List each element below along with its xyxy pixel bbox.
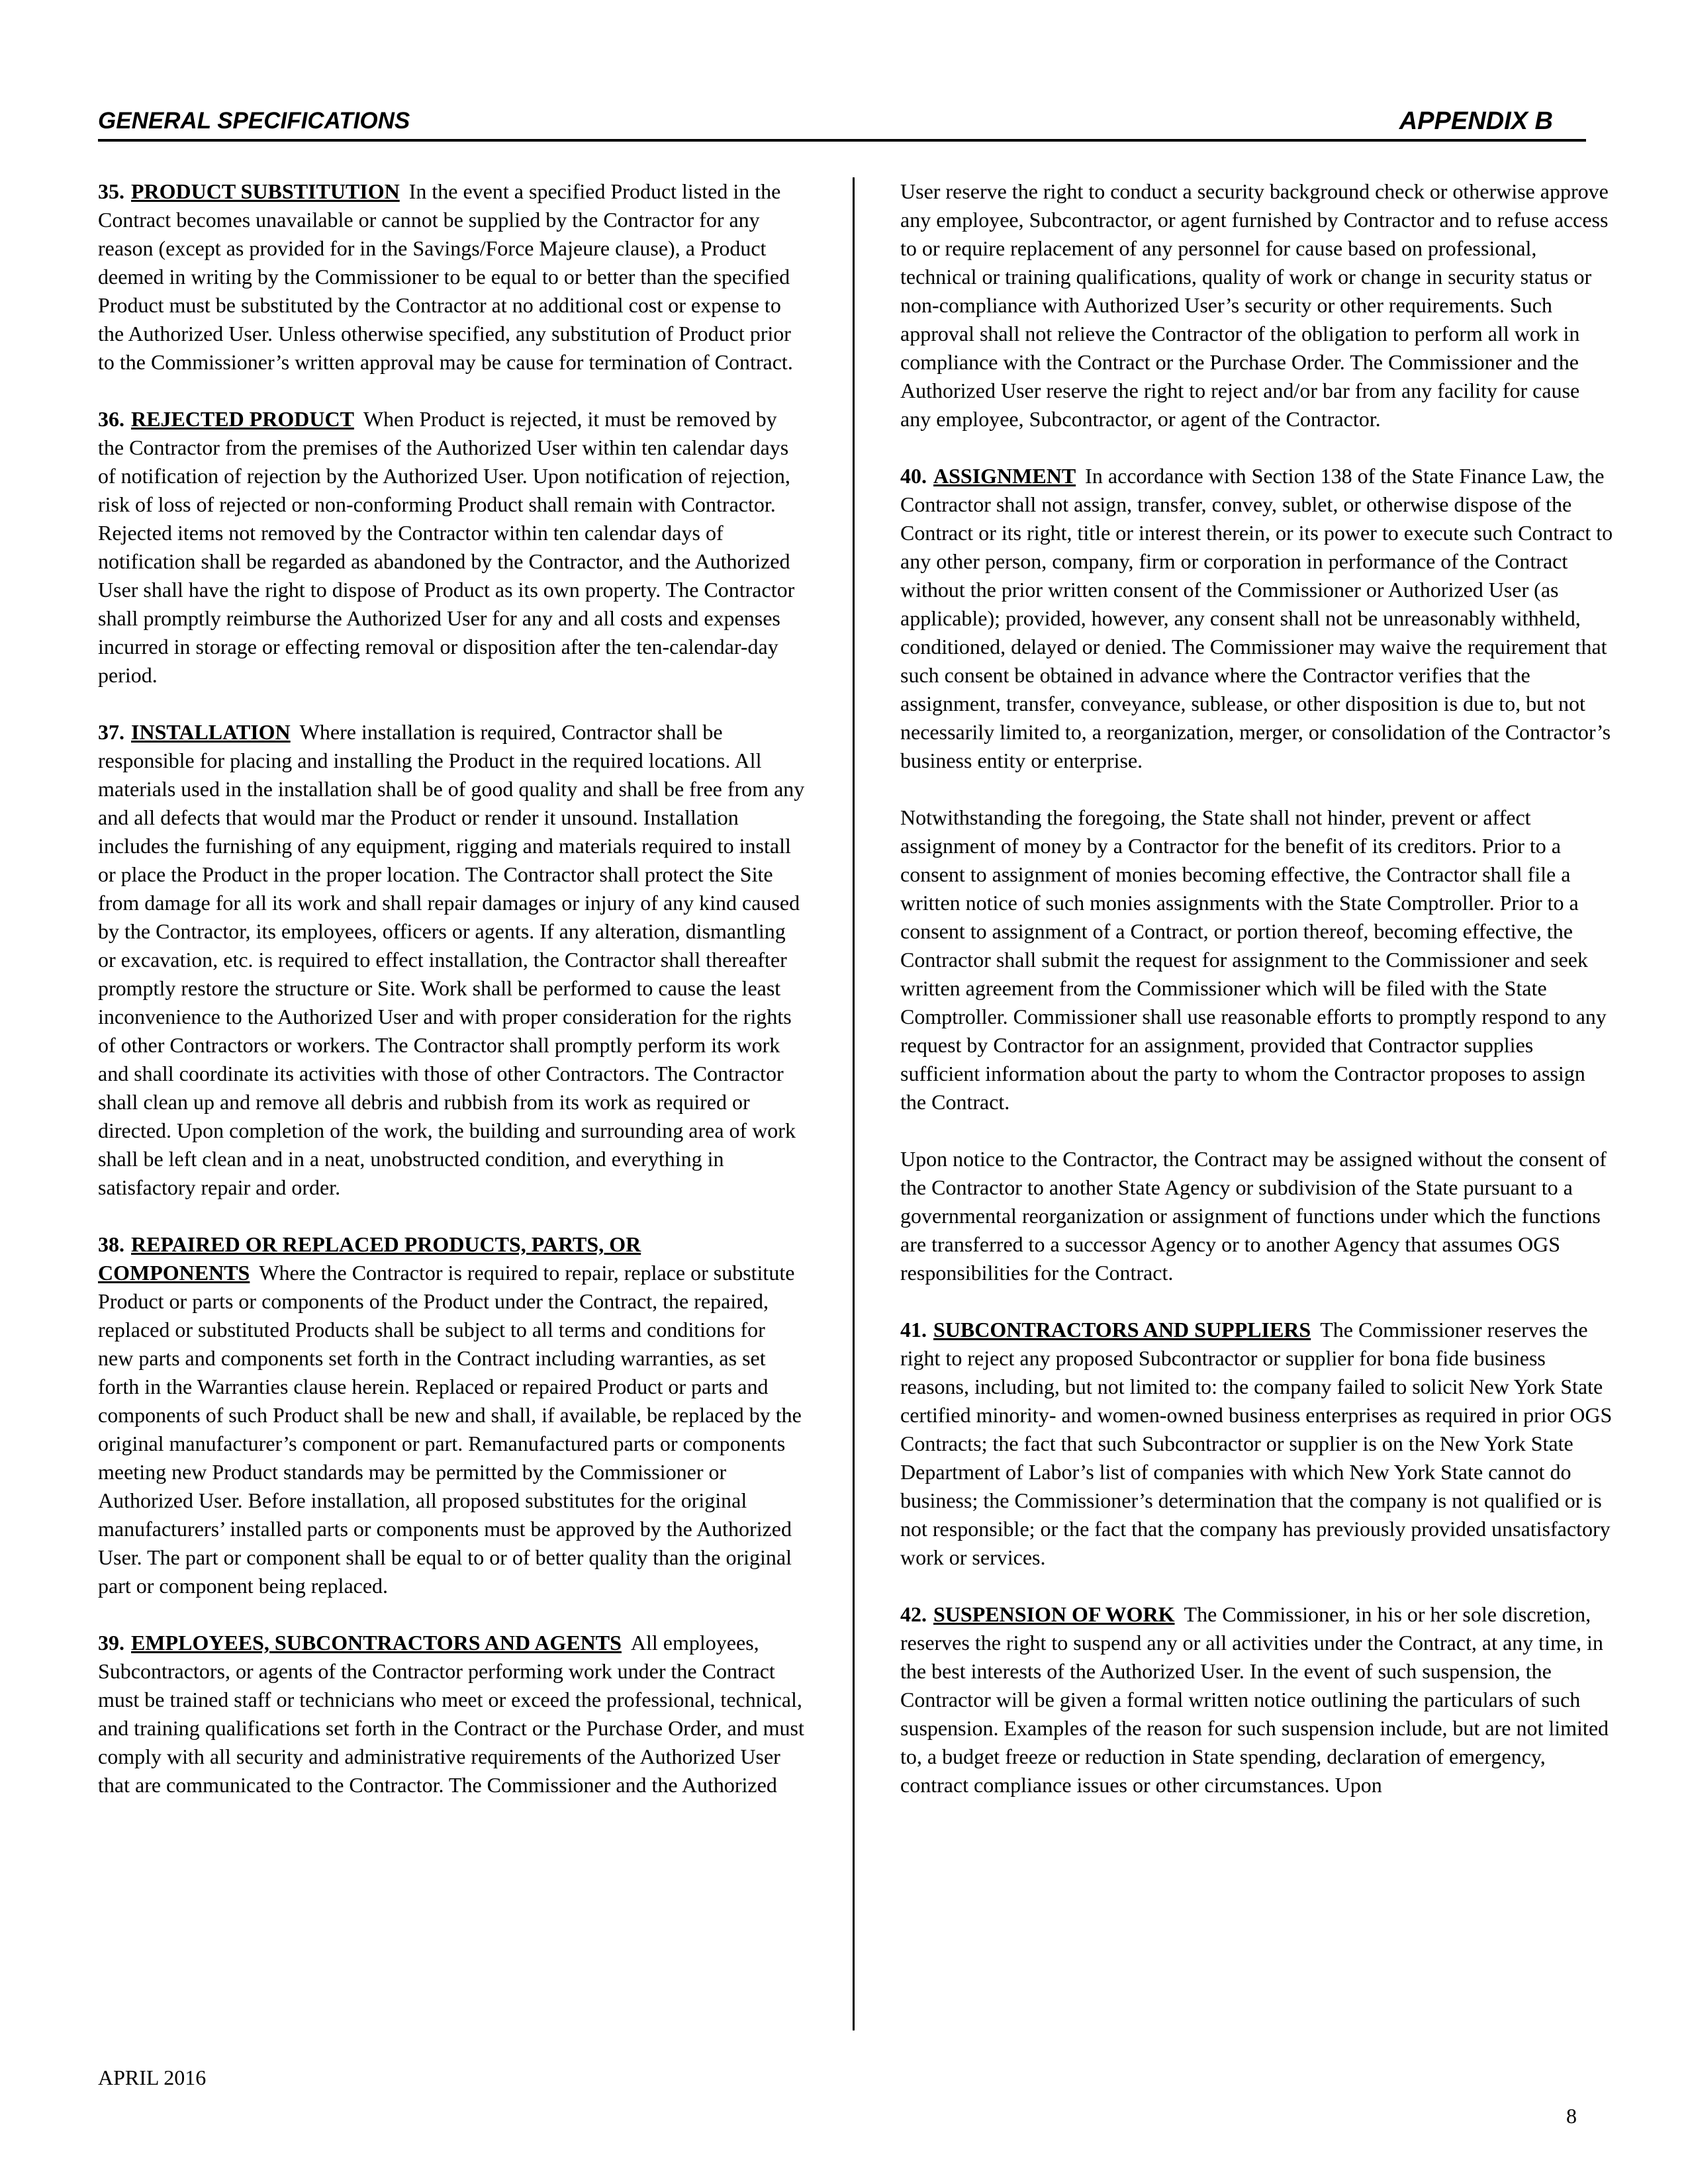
footer-date: APRIL 2016	[98, 2066, 207, 2089]
section-40-paragraph-2	[900, 803, 1615, 1116]
right-column	[900, 177, 1615, 1828]
section-40	[900, 462, 1615, 775]
page-header	[98, 105, 1586, 138]
section-title: INSTALLATION	[131, 720, 291, 744]
section-number: 41.	[900, 1318, 927, 1342]
section-number: 36.	[98, 407, 124, 431]
section-title: REJECTED PRODUCT	[131, 407, 354, 431]
section-39-continued	[900, 177, 1615, 433]
section-36	[98, 405, 805, 690]
section-text: Where the Contractor is required to repair, replace or substitute Product or parts or components of the Product under the Contract, the repaired, replaced or substituted Products shall be subject to all terms and conditions for new parts and components set forth in the Contract including warranties, as set forth in the Warranties clause herein. Replaced or repaired Product or parts and components of such Product shall be new and shall, if available, be replaced by the original manufacturer’s component or part. Remanufactured parts or components meeting new Product standards may be permitted by the Commissioner or Authorized User. Before installation, all proposed substitutes for the original manufacturers’ installed parts or components must be approved by the Authorized User. The part or component shall be equal to or of better quality than the original part or component being replaced.	[98, 1261, 802, 1598]
section-title: ASSIGNMENT	[933, 464, 1076, 488]
section-37	[98, 718, 805, 1202]
header-rule	[98, 139, 1586, 142]
section-text: Where installation is required, Contractor shall be responsible for placing and installing the Product in the required locations. All materials used in the installation shall be of good quality and shall be free from any and all defects that would mar the Product or render it unsound. Installation includes the furnishing of any equipment, rigging and materials required to install or place the Product in the proper location. The Contractor shall protect the Site from damage for all its work and shall repair damages or injury of any kind caused by the Contractor, its employees, officers or agents. If any alteration, dismantling or excavation, etc. is required to effect installation, the Contractor shall thereafter promptly restore the structure or Site. Work shall be performed to cause the least inconvenience to the Authorized User and with proper consideration for the rights of other Contractors or workers. The Contractor shall promptly perform its work and shall coordinate its activities with those of other Contractors. The Contractor shall clean up and remove all debris and rubbish from its work as required or directed. Upon completion of the work, the building and surrounding area of work shall be left clean and in a neat, unobstructed condition, and everything in satisfactory repair and order.	[98, 720, 805, 1199]
section-number: 37.	[98, 720, 124, 744]
left-column	[98, 177, 805, 1828]
section-text: Upon notice to the Contractor, the Contract may be assigned without the consent of the Contractor to another State Agency or subdivision of the State pursuant to a governmental reorganization or assignment of functions under which the functions are transferred to a successor Agency or to another Agency that assumes OGS responsibilities for the Contract.	[900, 1147, 1607, 1285]
header-title: GENERAL SPECIFICATIONS	[98, 108, 410, 134]
section-text: The Commissioner, in his or her sole discretion, reserves the right to suspend any or all activities under the Contract, at any time, in the best interests of the Authorized User. In the event of such suspension, the Contractor will be given a formal written notice outlining the particulars of such suspension. Examples of the reason for such suspension include, but are not limited to, a budget freeze or reduction in State spending, declaration of emergency, contract compliance issues or other circumstances. Upon	[900, 1602, 1609, 1797]
section-35	[98, 177, 805, 377]
section-41	[900, 1316, 1615, 1572]
section-number: 39.	[98, 1631, 124, 1655]
section-38	[98, 1230, 805, 1600]
section-number: 35.	[98, 179, 124, 203]
section-39	[98, 1629, 805, 1799]
section-text: In accordance with Section 138 of the State Finance Law, the Contractor shall not assign, transfer, convey, sublet, or otherwise dispose of the Contract or its right, title or interest therein, or its power to execute such Contract to any other person, company, firm or corporation in performance of the Contract without the prior written consent of the Commissioner or Authorized User (as applicable); provided, however, any consent shall not be unreasonably withheld, conditioned, delayed or denied. The Commissioner may waive the requirement that such consent be obtained in advance where the Contractor verifies that the assignment, transfer, conveyance, sublease, or other disposition is due to, but not necessarily limited to, a reorganization, merger, or consolidation of the Contractor’s business entity or enterprise.	[900, 464, 1613, 772]
section-title: EMPLOYEES, SUBCONTRACTORS AND AGENTS	[131, 1631, 622, 1655]
section-title: SUSPENSION OF WORK	[933, 1602, 1175, 1626]
section-number: 42.	[900, 1602, 927, 1626]
section-number: 38.	[98, 1232, 124, 1256]
column-divider	[853, 177, 855, 2030]
section-number: 40.	[900, 464, 927, 488]
section-42	[900, 1600, 1615, 1799]
header-appendix: APPENDIX B	[1399, 107, 1553, 135]
page-number: 8	[1566, 2104, 1577, 2128]
section-title: SUBCONTRACTORS AND SUPPLIERS	[933, 1318, 1311, 1342]
section-40-paragraph-3	[900, 1145, 1615, 1287]
section-text: The Commissioner reserves the right to reject any proposed Subcontractor or supplier for bona fide business reasons, including, but not limited to: the company failed to solicit New York State certified minority- and women-owned business enterprises as required in prior OGS Contracts; the fact that such Subcontractor or supplier is on the New York State Department of Labor’s list of companies with which New York State cannot do business; the Commissioner’s determination that the company is not qualified or is not responsible; or the fact that the company has previously provided unsatisfactory work or services.	[900, 1318, 1613, 1569]
section-title: REPAIRED OR REPLACED PRODUCTS, PARTS, OR COMPONENTS	[98, 1232, 641, 1285]
section-title: PRODUCT SUBSTITUTION	[131, 179, 400, 203]
section-text: User reserve the right to conduct a security background check or otherwise approve any employee, Subcontractor, or agent furnished by Contractor and to refuse access to or require replacement of any personnel for cause based on professional, technical or training qualifications, quality of work or change in security status or non-compliance with Authorized User’s security or other requirements. Such approval shall not relieve the Contractor of the obligation to perform all work in compliance with the Contract or the Purchase Order. The Commissioner and the Authorized User reserve the right to reject and/or bar from any facility for cause any employee, Subcontractor, or agent of the Contractor.	[900, 179, 1609, 431]
section-text: Notwithstanding the foregoing, the State shall not hinder, prevent or affect assignment of money by a Contractor for the benefit of its creditors. Prior to a consent to assignment of monies becoming effective, the Contractor shall file a written notice of such monies assignments with the State Comptroller. Prior to a consent to assignment of a Contract, or portion thereof, becoming effective, the Contractor shall submit the request for assignment to the Commissioner and seek written agreement from the Commissioner which will be filed with the State Comptroller. Commissioner shall use reasonable efforts to promptly respond to any request by Contractor for an assignment, provided that Contractor supplies sufficient information about the party to whom the Contractor proposes to assign the Contract.	[900, 805, 1607, 1114]
section-text: In the event a specified Product listed in the Contract becomes unavailable or cannot be supplied by the Contractor for any reason (except as provided for in the Savings/Force Majeure clause), a Product deemed in writing by the Commissioner to be equal to or better than the specified Product must be substituted by the Contractor at no additional cost or expense to the Authorized User. Unless otherwise specified, any substitution of Product prior to the Commissioner’s written approval may be cause for termination of Contract.	[98, 179, 793, 374]
section-text: All employees, Subcontractors, or agents of the Contractor performing work under the Contract must be trained staff or technicians who meet or exceed the professional, technical, and training qualifications set forth in the Contract or the Purchase Order, and must comply with all security and administrative requirements of the Authorized User that are communicated to the Contractor. The Commissioner and the Authorized	[98, 1631, 804, 1797]
section-text: When Product is rejected, it must be removed by the Contractor from the premises of the Authorized User within ten calendar days of notification of rejection by the Authorized User. Upon notification of rejection, risk of loss of rejected or non-conforming Product shall remain with Contractor. Rejected items not removed by the Contractor within ten calendar days of notification shall be regarded as abandoned by the Contractor, and the Authorized User shall have the right to dispose of Product as its own property. The Contractor shall promptly reimburse the Authorized User for any and all costs and expenses incurred in storage or effecting removal or disposition after the ten-calendar-day period.	[98, 407, 795, 687]
